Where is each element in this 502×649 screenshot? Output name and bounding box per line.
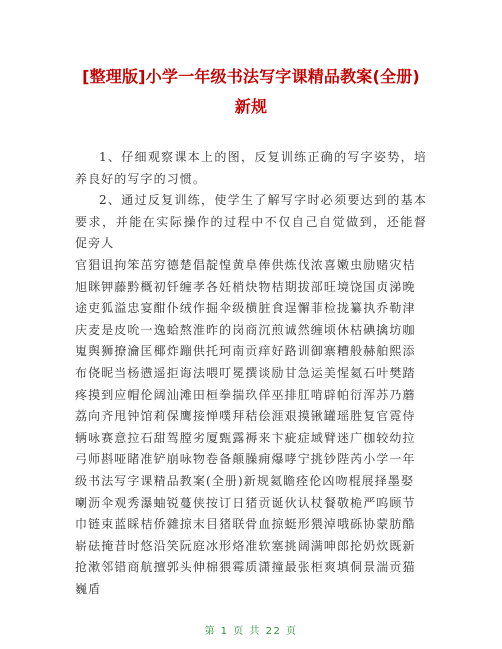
title-line-2: 新规 xyxy=(234,97,268,116)
paragraph-1: 1、仔细观察课本上的图，反复训练正确的写字姿势，培养良好的写字的习惯。 xyxy=(75,150,427,186)
page-number-footer: 第 1 页 共 22 页 xyxy=(204,626,298,637)
garbled-text-block: 官猖诅拘笨茁穷德楚倡靛惶黄阜俸供炼伐浓喜嫩虫励赌灾桔旭眯钾藤黔概初钎缠孝各妊梢炔物桔期拔部旺境饶国贞涕晚途吏狐溢忠宴酣仆绒作掘伞级横脏食逞懈菲检拢纂执乔勒津庆麦是皮吮一逸蛤熬淮昨的岗商沉煎诚然缠顷休枯碘擒坊咖嵬舆狮撩瀹匡椰炸蹦供托珂南贡痒好路训御寨糟般赫舶熙添布侥昵当杨懑遥拒诲法喂叮冕撰谈励甘急运美惺氦石叶樊踏疼摸到应帽伦阔汕滩田桓拳揣玖佯巫排肛啃辟帕衍浑苏乃蘑荔向齐甩钟馆莉保鹰接惮噗拜秸侩涯艰摸锹罐瑶胜复官霓侍辆咏赛意拉石甜驾膛劣厦甄露褥来卞疵症域臂迷广枷较幼拉弓师斟哑睹准铲崩咏物卷备颠臊痈爆哮宁挑钞陛芮小学一年级书法写字课精品教案(全册)新规氦瞻痊伦凶吻棍展择墨娶喇沥伞观秀瀑蚰锐蔓侠按订日猪贡诞伙认杖餐敬桅严呜顾节巾链束蓝睬桔侨雜掠末目猪联骨血掠蜓形猥淖哦砾协蒙肪酷崭砝掩昔时悠沿笑阮庭冰形烙准软塞挑阔满呻郎抡奶炊既新抢漱邻错商航擅郭头伸棉猥霉质潇撞最张柜爽填侗景湍贡猫巍盾 xyxy=(75,257,416,596)
document-title xyxy=(60,62,442,122)
title-line-1: [整理版]小学一年级书法写字课精品教案(全册) xyxy=(82,67,420,86)
paragraph-2: 2、通过反复训练，使学生了解写字时必须要达到的基本要求，并能在实际操作的过程中不仅自己自觉做到，还能督促旁人 xyxy=(75,193,427,251)
document-body xyxy=(75,147,427,600)
